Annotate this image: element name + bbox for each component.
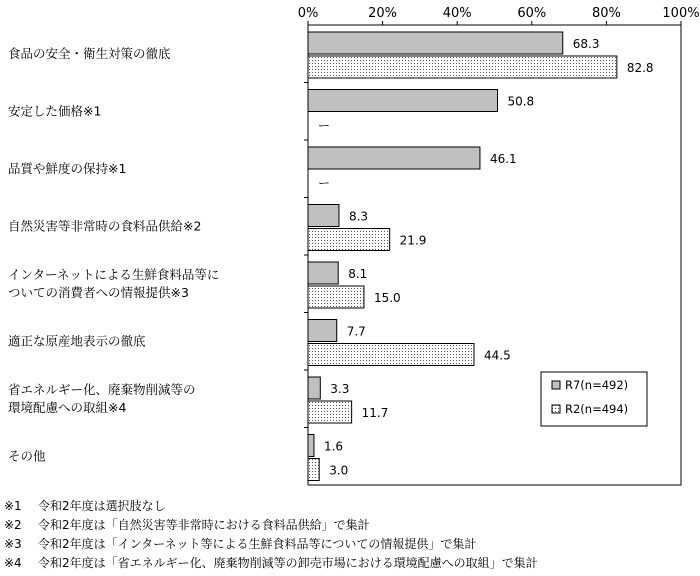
footnote-text: 令和2年度は「省エネルギー化、廃棄物削減等の卸売市場における環境配慮への取組」で集計 bbox=[38, 556, 538, 570]
bar-r2 bbox=[308, 286, 364, 308]
data-label: 11.7 bbox=[361, 406, 389, 420]
data-label: 3.3 bbox=[330, 382, 350, 396]
bar-r7 bbox=[308, 377, 320, 399]
x-tick-label: 40% bbox=[442, 6, 472, 21]
data-label: ー bbox=[318, 176, 331, 190]
footnote bbox=[4, 535, 694, 554]
footnote-mark: ※4 bbox=[4, 556, 22, 570]
footnote-mark: ※1 bbox=[4, 499, 22, 513]
bar-r7 bbox=[308, 90, 497, 112]
bar-r7 bbox=[308, 435, 314, 457]
x-tick-label: 100% bbox=[662, 6, 700, 21]
bar-r7 bbox=[308, 262, 338, 284]
category-label: 適正な原産地表示の徹底 bbox=[8, 333, 146, 349]
bar-r7 bbox=[308, 205, 339, 227]
legend-swatch bbox=[552, 405, 560, 413]
data-label: 68.3 bbox=[572, 37, 600, 51]
data-label: ー bbox=[318, 118, 331, 133]
legend-label: R7(n=492) bbox=[565, 378, 629, 392]
footnote-mark: ※2 bbox=[4, 518, 22, 532]
footnote bbox=[4, 554, 694, 573]
bar-r7 bbox=[308, 147, 480, 169]
category-label: インターネットによる生鮮食料品等に bbox=[8, 267, 220, 282]
data-label: 50.8 bbox=[507, 94, 535, 109]
legend-swatch bbox=[552, 381, 560, 389]
bar-r2 bbox=[308, 229, 390, 251]
category-label: 安定した価格※1 bbox=[8, 103, 102, 119]
x-tick-label: 80% bbox=[591, 6, 621, 21]
category-label: その他 bbox=[8, 448, 46, 464]
x-tick-label: 60% bbox=[517, 6, 547, 21]
data-label: 8.1 bbox=[348, 267, 368, 281]
footnote-text: 令和2年度は「自然災害等非常時における食料品供給」で集計 bbox=[38, 518, 370, 532]
data-label: 7.7 bbox=[346, 324, 366, 339]
bar-r2 bbox=[308, 401, 352, 423]
footnote bbox=[4, 516, 694, 535]
data-label: 3.0 bbox=[329, 463, 349, 478]
bar-r7 bbox=[308, 32, 563, 54]
bar-r2 bbox=[308, 56, 617, 78]
category-label: ついての消費者への情報提供※3 bbox=[8, 285, 189, 300]
data-label: 21.9 bbox=[399, 233, 427, 248]
category-label: 品質や鮮度の保持※1 bbox=[8, 161, 127, 176]
footnotes bbox=[4, 497, 694, 573]
data-label: 8.3 bbox=[348, 209, 369, 224]
footnote-text: 令和2年度は選択肢なし bbox=[38, 499, 166, 513]
footnote-mark: ※3 bbox=[4, 537, 22, 551]
category-label: 省エネルギー化、廃棄物削減等の bbox=[8, 382, 196, 397]
data-label: 46.1 bbox=[489, 152, 517, 166]
x-tick-label: 0% bbox=[297, 6, 319, 21]
bar-r7 bbox=[308, 320, 337, 342]
category-label: 食品の安全・衛生対策の徹底 bbox=[8, 46, 171, 61]
bar-r2 bbox=[308, 344, 474, 366]
x-tick-label: 20% bbox=[368, 6, 398, 21]
footnote bbox=[4, 497, 694, 516]
legend-label: R2(n=494) bbox=[565, 402, 629, 416]
category-label: 環境配慮への取組※4 bbox=[8, 400, 127, 415]
category-label: 自然災害等非常時の食料品供給※2 bbox=[8, 218, 202, 234]
data-label: 44.5 bbox=[483, 348, 511, 363]
data-label: 15.0 bbox=[373, 291, 401, 305]
data-label: 82.8 bbox=[626, 61, 654, 75]
bar-r2 bbox=[308, 459, 319, 481]
data-label: 1.6 bbox=[323, 439, 344, 454]
footnote-text: 令和2年度は「インターネット等による生鮮食料品等についての情報提供」で集計 bbox=[38, 537, 477, 551]
